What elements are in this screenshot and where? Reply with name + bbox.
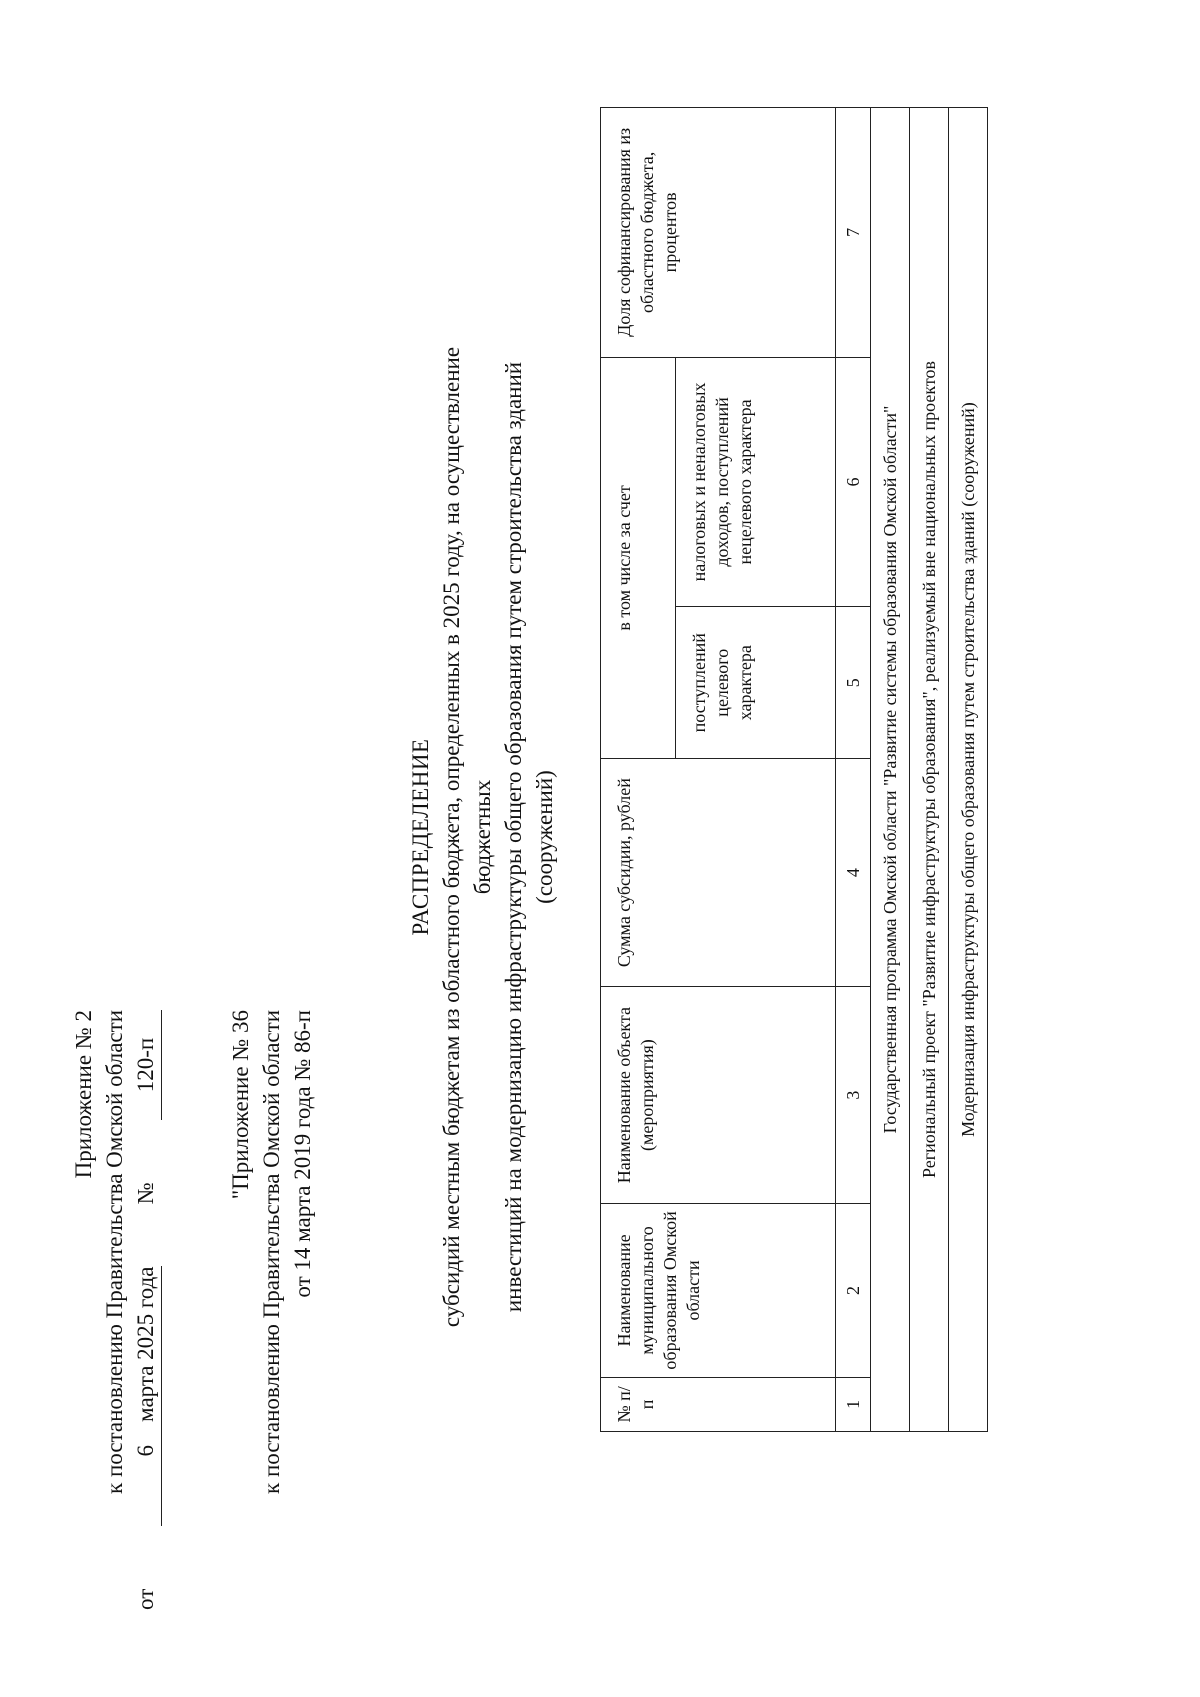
column-number: 2 bbox=[836, 1204, 871, 1378]
header-cell-nontargeted: налоговых и неналоговых доходов, поступлений нецелевого характера bbox=[676, 357, 836, 607]
appendix-header bbox=[68, 1010, 162, 1610]
column-number: 3 bbox=[836, 987, 871, 1204]
date-rest: марта 2025 года bbox=[133, 1266, 158, 1422]
header-cell-sum: Сумма субсидии, рублей bbox=[601, 759, 836, 987]
header-cell-share: Доля софинансирования из областного бюджета, процентов bbox=[601, 108, 836, 358]
document-title-block bbox=[405, 297, 560, 1377]
column-number: 1 bbox=[836, 1377, 871, 1431]
table-header-row bbox=[601, 108, 676, 1432]
program-row: Государственная программа Омской области "Развитие системы образования Омской области" bbox=[871, 108, 910, 1432]
original-appendix-title: "Приложение № 36 bbox=[228, 1010, 253, 1200]
document-subtitle-2: инвестиций на модернизацию инфраструктуры общего образования путем строительства зданий (сооружений) bbox=[501, 361, 557, 1313]
header-cell-including: в том числе за счет bbox=[601, 357, 676, 759]
activity-row: Модернизация инфраструктуры общего образования путем строительства зданий (сооружений) bbox=[949, 108, 988, 1432]
original-appendix-ref: к постановлению Правительства Омской области bbox=[259, 1010, 284, 1494]
header-cell-municipality: Наименование муниципального образования Омской области bbox=[601, 1204, 836, 1378]
column-number: 6 bbox=[836, 357, 871, 607]
document-subtitle-1: субсидий местным бюджетам из областного бюджета, определенных в 2025 году, на осуществление бюджетных bbox=[439, 346, 495, 1328]
appendix-ref: к постановлению Правительства Омской области bbox=[102, 1010, 127, 1494]
appendix-date-line bbox=[130, 1010, 162, 1610]
header-cell-object: Наименование объекта (мероприятия) bbox=[601, 987, 836, 1204]
table-row bbox=[910, 108, 949, 1432]
column-number: 5 bbox=[836, 607, 871, 759]
header-cell-number: № п/п bbox=[601, 1377, 836, 1431]
appendix-title: Приложение № 2 bbox=[71, 1010, 96, 1179]
table-row bbox=[871, 108, 910, 1432]
table-row bbox=[949, 108, 988, 1432]
header-cell-targeted: поступлений целевого характера bbox=[676, 607, 836, 759]
column-number: 4 bbox=[836, 759, 871, 987]
original-appendix-date: от 14 марта 2019 года № 86-п bbox=[290, 1010, 315, 1298]
original-appendix-header bbox=[225, 1010, 318, 1610]
number-value: 120-п bbox=[130, 1010, 162, 1120]
date-day: 6 bbox=[133, 1444, 158, 1457]
distribution-table bbox=[600, 107, 988, 1432]
column-number: 7 bbox=[836, 108, 871, 358]
table-number-row bbox=[836, 108, 871, 1432]
number-label: № bbox=[133, 1182, 158, 1205]
project-row: Региональный проект "Развитие инфраструктуры образования", реализуемый вне национальных проектов bbox=[910, 108, 949, 1432]
from-label: от bbox=[133, 1588, 158, 1610]
document-title: РАСПРЕДЕЛЕНИЕ bbox=[408, 738, 433, 936]
